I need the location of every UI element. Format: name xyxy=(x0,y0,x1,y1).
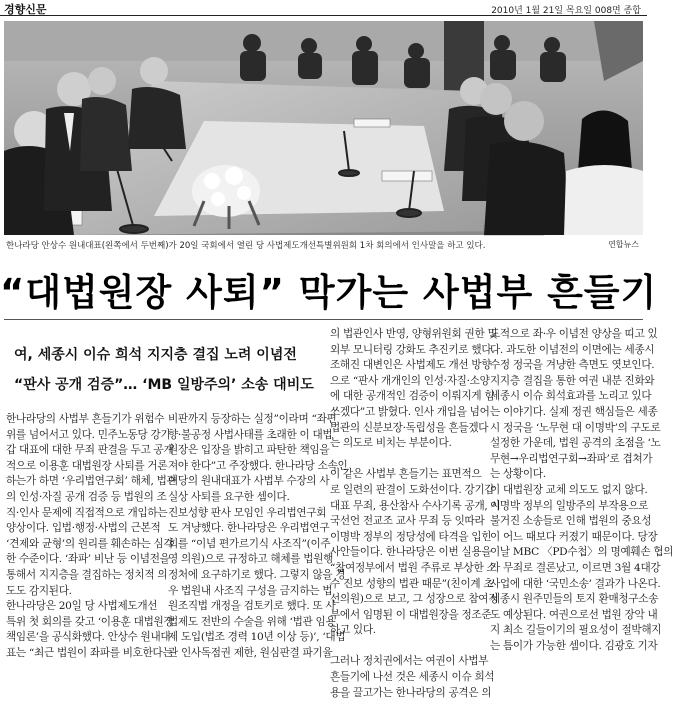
article-line: 이날 MBC 〈PD수첩〉의 명예훼손 협의 xyxy=(490,546,673,559)
article-line: 국선언 전교조 교사 무죄 등 잇따라 xyxy=(330,515,485,528)
meeting-photo-illustration xyxy=(4,21,643,235)
article-line: 외부 모니터링 강화도 추진키로 했다. xyxy=(330,343,495,356)
article-line: 대표 무죄, 용산참사 수사기록 공개, 시 xyxy=(330,499,501,512)
article-line: 는 상황이다. xyxy=(490,468,546,481)
article-line: 영 의원)으로 규정하고 해체를 법원행 xyxy=(168,553,334,566)
article-line: 원장은 입장을 밝히고 파탄한 책임을 xyxy=(168,444,330,457)
article-line: 이명박 정부의 정당성에 타격을 입힌 xyxy=(330,530,492,543)
article-line: 직·인사 문제에 직접적으로 개입하는 xyxy=(6,506,168,519)
article-line: 으로 “판사 개개인의 인성·자질·소양 xyxy=(330,374,490,387)
article-line: 통해서 지지층을 결집하는 정치적 의 xyxy=(6,568,168,581)
article-line: 도 예상된다. 여권으로선 법원 장악 내 xyxy=(490,608,658,621)
article-line: 이 같은 사법부 흔들기는 표면적으 xyxy=(330,468,482,481)
article-line: 흔들기에 나선 것은 세종시 이슈 희석 xyxy=(330,671,495,684)
article-line: 갑 대표에 대한 무죄 판결을 두고 공개 xyxy=(6,444,174,457)
article-line: 는 의도로 비치는 부분이다. xyxy=(330,437,452,450)
article-line: 이 어느 때보다 커졌기 때문이다. 당장 xyxy=(490,530,658,543)
article-line: 의 법관인사 반영, 양형위원회 권한 및 xyxy=(330,328,498,340)
article-line: 의 인성·자질 공개 검증 등 법원의 조 xyxy=(6,490,167,503)
article-line: 원조직법 개정을 검토키로 했다. 또 사 xyxy=(168,600,336,613)
article-line: 수정 정국을 겨냥한 측면도 엿보인다. xyxy=(490,359,655,372)
article-line: 가 무죄로 결론났고, 이르면 3월 4대강 xyxy=(490,561,661,574)
article-line: 적으로 이용훈 대법원장 사퇴를 거론 xyxy=(6,459,168,472)
article-column-4 xyxy=(490,327,673,652)
article-line: 비판까지 등장하는 실정”이라며 “좌편 xyxy=(168,413,337,425)
article-line: 이 대법원장 교체 의도도 없지 않다. xyxy=(490,483,648,496)
article-line: 무현→우리법연구회→좌파’로 겹쳐가 xyxy=(490,452,653,465)
article-line: 진보성향 판사 모임인 우리법연구회 xyxy=(168,506,327,519)
article-line: 져야 한다”고 주장했다. 한나라당 소속인 xyxy=(168,459,348,472)
article-line: 법제도 전반의 수술을 위해 ‘법관 임용 xyxy=(168,615,336,628)
article-line xyxy=(330,452,478,468)
article-line: 세종시 이슈 희석효과를 노리고 있다 xyxy=(490,390,652,403)
article-line xyxy=(330,639,478,655)
article-line: “참여정부에서 법원 주류로 부상한 소 xyxy=(330,561,497,574)
article-line: 한 수준이다. ‘좌파’ 비난 등 이념전을 xyxy=(6,553,170,566)
article-headline: “대법원장 사퇴” 막가는 사법부 흔들기 xyxy=(0,271,658,314)
article-line: 양상이다. 입법·행정·사법의 근본적 xyxy=(6,522,161,535)
article-line: 실상 사퇴를 요구한 셈이다. xyxy=(168,490,290,503)
article-line: 특위 첫 회의를 갖고 ‘이용훈 대법원장 xyxy=(6,615,174,628)
subhead-1: 여, 세종시 이슈 희석 지지층 결집 노려 이념전 xyxy=(14,347,297,363)
article-line: 선의원)으로 보고, 그 성장으로 참여정 xyxy=(330,593,499,606)
article-line: 지 최소 길들이기의 필요성이 절박해지 xyxy=(490,624,662,637)
newspaper-name: 경향신문 xyxy=(4,3,47,16)
article-line: 한나라당은 20일 당 사법제도개선 xyxy=(6,600,158,613)
article-line: 표는 “최근 법원이 좌파를 비호한다는 xyxy=(6,646,173,659)
photo-credit: 연합뉴스 xyxy=(608,240,639,249)
article-line: 부에서 임명된 이 대법원장을 정조준 xyxy=(330,608,492,621)
article-column-1 xyxy=(6,412,177,659)
subhead-2: “판사 공개 검증”… ‘MB 일방주의’ 소송 대비도 xyxy=(14,377,314,393)
article-line: 도도 감지된다. xyxy=(6,584,72,597)
article-line: 이명박 정부의 일방주의 부작용으로 xyxy=(490,499,649,512)
date-page-line: 2010년 1월 21일 목요일 008면 종합 xyxy=(491,6,641,16)
article-column-2 xyxy=(168,412,348,659)
article-line: 정처에 요구하기로 했다. 그렇지 않을 경 xyxy=(168,568,346,581)
article-line: 다. 과도한 이념전의 이면에는 세종시 xyxy=(490,343,655,356)
article-line: 수 진보 성향의 법관 때문”(친이계 초 xyxy=(330,577,494,590)
article-line: 제 도입(법조 경력 10년 이상 등)’, ‘대법 xyxy=(168,631,346,644)
article-line: 에 대한 공개적인 검증이 이뤄지게 힘 xyxy=(330,390,495,403)
article-line: 조해진 대변인은 사법제도 개선 방향 xyxy=(330,359,492,372)
article-line: 하고 있다. xyxy=(330,624,376,637)
article-line: 지지층 결집을 통한 여권 내분 진화와 xyxy=(490,374,655,387)
article-line: 도 겨냥했다. 한나라당은 우리법연구 xyxy=(168,522,330,535)
headline-divider xyxy=(4,319,643,320)
article-line: 여당의 원내대표가 사법부 수장의 사 xyxy=(168,475,330,488)
article-line: 한나라당의 사법부 흔들기가 위험수 xyxy=(6,413,165,425)
article-line: 사업에 대한 ‘국민소송’ 결과가 나온다. xyxy=(490,577,661,590)
article-line: 쓰겠다”고 밝혔다. 인사 개입을 넘어 xyxy=(330,405,490,418)
article-line: 관 인사독점권 제한, 원심판결 파기율 xyxy=(168,646,333,659)
article-line: 그러나 정치권에서는 여권이 사법부 xyxy=(330,655,489,668)
article-line: 세종시 원주민들의 토지 환매청구소송 xyxy=(490,593,659,606)
article-line: 사안들이다. 한나라당은 이번 실용을 xyxy=(330,546,492,559)
article-line: 설정한 가운데, 법원 공격의 초점을 ‘노 xyxy=(490,437,661,450)
article-line: ‘견제와 균형’의 원리를 훼손하는 심각 xyxy=(6,537,174,550)
article-column-3 xyxy=(330,327,501,699)
article-line: 시 정국을 ‘노무현 대 이명박’의 구도로 xyxy=(490,421,661,434)
photo-caption: 한나라당 안상수 원내대표(왼쪽에서 두번째)가 20일 국회에서 열린 당 사법제도개선특별위원회 1차 회의에서 인사말을 하고 있다. xyxy=(6,241,486,251)
article-line: 하는가 하면 ‘우리법연구회’ 해체, 법관 xyxy=(6,475,177,488)
article-line: 는 이야기다. 실제 정권 핵심들은 세종 xyxy=(490,405,658,418)
article-line: 회를 “이념 편가르기식 사조직”(이주 xyxy=(168,537,331,550)
article-line: 책임론’을 공식화했다. 안상수 원내대 xyxy=(6,631,171,644)
article-line: 불거진 소송들로 인해 법원의 중요성 xyxy=(490,515,652,528)
article-line: 위를 넘어서고 있다. 민주노동당 강기 xyxy=(6,428,171,441)
article-line: 용을 끌고가는 한나라당의 공격은 의 xyxy=(330,686,492,699)
article-line: 우 법원내 사조직 구성을 금지하는 법 xyxy=(168,584,333,597)
article-line: 도적으로 좌·우 이념전 양상을 띠고 있 xyxy=(490,328,658,340)
article-line: 법관의 신분보장·독립성을 흔들겠다 xyxy=(330,421,489,434)
article-line: 는 틈이가 가능한 셈이다. 김광호 기자 xyxy=(490,639,658,652)
article-line: 향·불공정 사법사태를 초래한 이 대법 xyxy=(168,428,333,441)
article-line: 로 일련의 판결이 도화선이다. 강기갑 xyxy=(330,483,495,496)
news-photo xyxy=(4,21,643,235)
newspaper-masthead xyxy=(0,0,647,16)
